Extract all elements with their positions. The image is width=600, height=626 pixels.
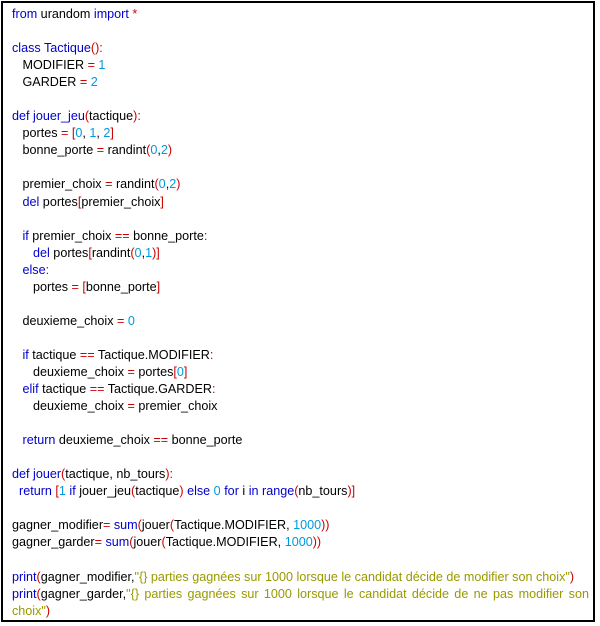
code-token: Tactique.MODIFIER, — [165, 535, 285, 550]
code-token: = — [103, 518, 111, 533]
code-token: ) — [167, 143, 173, 158]
code-token: 0 — [127, 313, 135, 328]
code-token: 0 — [134, 245, 142, 260]
code-token: = — [127, 399, 135, 414]
code-line — [12, 6, 589, 23]
code-token: [ — [77, 194, 82, 209]
blank-line — [12, 415, 589, 432]
code-token: class — [12, 41, 41, 56]
code-token: ( — [130, 245, 135, 260]
code-line — [12, 40, 589, 57]
code-token: , — [96, 126, 104, 141]
blank-line — [12, 296, 589, 313]
code-token: del — [22, 194, 40, 209]
code-token: tactique — [89, 109, 134, 124]
code-token: import — [93, 7, 129, 21]
code-token: [ — [173, 364, 177, 379]
code-token: bonne_porte — [12, 143, 97, 158]
code-token: [ — [71, 126, 76, 141]
code-token: ( — [61, 467, 66, 482]
code-token: randint — [112, 177, 155, 192]
code-token: i — [238, 484, 249, 499]
code-token: portes — [12, 126, 61, 141]
code-token: tactique — [135, 484, 180, 499]
code-token: bonne_porte — [168, 433, 243, 448]
code-token: return — [22, 433, 56, 448]
code-token: gagner_garder — [12, 535, 95, 550]
code-token: : — [203, 228, 208, 243]
code-line — [12, 466, 589, 483]
code-token: GARDER — [12, 75, 80, 90]
code-token: if — [69, 484, 76, 499]
code-token: = — [117, 313, 125, 328]
code-line — [12, 313, 589, 330]
code-token: premier_choix — [134, 399, 218, 414]
code-token: nb_tours — [298, 484, 348, 499]
code-token: for — [224, 484, 239, 499]
code-token: , — [157, 143, 161, 158]
code-token: ( — [36, 569, 41, 584]
code-line — [12, 125, 589, 142]
code-token: deuxieme_choix — [55, 433, 154, 448]
code-line — [12, 108, 589, 125]
code-token: [ — [55, 484, 59, 499]
code-line — [12, 228, 589, 245]
code-frame — [1, 1, 595, 622]
code-token: gagner_garder, — [40, 586, 127, 601]
code-token: tactique, nb_tours — [65, 467, 166, 482]
blank-line — [12, 23, 589, 40]
code-token: deuxieme_choix — [12, 399, 128, 414]
code-token: tactique — [28, 347, 80, 362]
code-line — [12, 194, 589, 211]
code-token: = — [71, 279, 79, 294]
code-token: print — [12, 569, 37, 584]
code-token: jouer_jeu — [75, 484, 132, 499]
code-token: = — [96, 143, 105, 158]
code-token: sum — [105, 535, 130, 550]
code-token: [ — [88, 245, 92, 260]
code-token: * — [132, 7, 138, 21]
blank-line — [12, 330, 589, 347]
code-token: Tactique — [43, 41, 91, 56]
code-token: gagner_modifier — [12, 518, 104, 533]
code-token: "{} parties gagnées sur 1000 lorsque le candidat décide de ne pas modifier son choix" — [12, 586, 589, 618]
code-token: ( — [129, 535, 134, 550]
code-token: del — [33, 245, 50, 260]
code-token: ( — [154, 177, 159, 192]
code-token: )] — [152, 245, 160, 260]
code-token — [12, 382, 23, 396]
code-token: gagner_modifier, — [40, 569, 135, 584]
code-line — [12, 262, 589, 279]
code-token: )) — [321, 518, 330, 533]
code-token: ( — [146, 143, 151, 158]
code-token: randint — [91, 245, 131, 260]
code-line — [12, 74, 589, 91]
code-token: == — [79, 347, 95, 362]
code-token: jouer_jeu — [33, 109, 85, 124]
code-token: if — [22, 347, 29, 362]
code-token: 1 — [98, 58, 106, 73]
code-token: [ — [82, 279, 86, 294]
code-token: return — [19, 484, 52, 499]
code-token: jouer — [33, 467, 62, 482]
code-token: deuxieme_choix — [12, 364, 128, 379]
code-token: = — [94, 535, 102, 550]
code-token: premier_choix — [81, 194, 161, 209]
code-token: in — [248, 484, 259, 499]
code-token: jouer — [133, 535, 162, 550]
code-token: Tactique.MODIFIER — [94, 347, 210, 362]
code-token: 0 — [75, 126, 83, 141]
code-line — [12, 381, 589, 398]
code-token: : — [212, 382, 216, 397]
blank-line — [12, 500, 589, 517]
code-token: "{} parties gagnées sur 1000 lorsque le candidat décide de modifier son choix" — [134, 569, 570, 584]
code-token — [12, 484, 19, 498]
blank-line — [12, 552, 589, 569]
code-token: : — [45, 262, 50, 277]
code-token: 2 — [169, 177, 177, 192]
code-token: range — [262, 484, 295, 499]
code-token: 1 — [58, 484, 66, 499]
code-line — [12, 364, 589, 381]
code-token: 0 — [158, 177, 166, 192]
blank-line — [12, 91, 589, 108]
code-token: Tactique.GARDER — [104, 382, 212, 397]
code-token: ] — [160, 194, 164, 209]
code-token: == — [89, 382, 105, 397]
code-line — [12, 347, 589, 364]
code-line — [12, 517, 589, 534]
code-token: )) — [312, 535, 322, 550]
code-token: else — [22, 262, 46, 277]
code-token: ( — [131, 484, 136, 499]
code-token: , — [141, 245, 146, 260]
code-token: premier_choix — [28, 228, 115, 243]
code-token: , — [82, 126, 90, 141]
code-token: ( — [294, 484, 299, 499]
code-token: ] — [156, 279, 161, 294]
code-token: MODIFIER — [12, 58, 88, 73]
code-token: = — [87, 58, 95, 73]
code-token — [12, 246, 33, 260]
code-token: portes — [12, 279, 72, 294]
code-token: )] — [347, 484, 356, 499]
blank-line — [12, 159, 589, 176]
code-token — [12, 263, 23, 277]
code-token: 2 — [160, 143, 168, 158]
code-token: (): — [90, 41, 103, 56]
code-token: 0 — [150, 143, 158, 158]
code-token: elif — [22, 382, 39, 397]
code-token: portes — [134, 364, 174, 379]
code-token: = — [127, 364, 135, 379]
code-token: : — [209, 347, 214, 362]
code-line — [12, 245, 589, 262]
code-token: deuxieme_choix — [12, 313, 118, 328]
code-line — [12, 279, 589, 296]
code-token: ( — [36, 586, 41, 601]
code-token: ) — [45, 603, 51, 618]
code-token — [12, 229, 23, 243]
code-line — [12, 176, 589, 193]
code-line — [12, 398, 589, 415]
code-token: Tactique.MODIFIER, — [174, 518, 294, 533]
code-token: 1 — [89, 126, 97, 141]
code-token: ) — [179, 484, 184, 499]
code-token: bonne_porte — [129, 228, 204, 243]
code-token: else — [187, 484, 211, 499]
code-token: ] — [183, 364, 188, 379]
code-token: = — [79, 75, 88, 90]
code-token: 2 — [103, 126, 111, 141]
code-line — [12, 586, 589, 620]
code-token: == — [153, 433, 169, 448]
code-token: , — [165, 177, 170, 192]
code-token: ( — [169, 518, 175, 533]
code-token: ): — [133, 109, 141, 124]
code-token: = — [61, 126, 69, 141]
code-token: 0 — [213, 484, 221, 499]
code-token: jouer — [141, 518, 170, 533]
code-line — [12, 432, 589, 449]
code-token: from — [12, 7, 38, 21]
code-token: portes — [49, 245, 89, 260]
code-token: print — [12, 586, 37, 601]
code-token: ): — [165, 467, 174, 482]
code-line — [12, 569, 589, 586]
code-token: = — [105, 177, 113, 192]
code-token: == — [114, 228, 130, 243]
code-token: ( — [84, 109, 90, 124]
code-token — [12, 433, 23, 447]
code-token: ( — [161, 535, 166, 550]
code-token: premier_choix — [12, 177, 106, 192]
code-token: 1000 — [284, 535, 313, 550]
code-token: def — [12, 109, 30, 124]
blank-line — [12, 449, 589, 466]
code-token: randint — [104, 143, 147, 158]
code-token: 1000 — [293, 518, 322, 533]
code-token: if — [22, 228, 29, 243]
code-token: sum — [113, 518, 138, 533]
code-token: ( — [137, 518, 142, 533]
code-token: ) — [569, 569, 575, 584]
code-line — [12, 57, 589, 74]
code-token: portes — [39, 194, 78, 209]
code-token: ] — [110, 126, 114, 141]
code-line — [12, 142, 589, 159]
code-token: 0 — [176, 364, 184, 379]
code-token — [12, 195, 23, 209]
code-token: urandom — [37, 7, 94, 21]
code-line — [12, 534, 589, 551]
code-token: def — [12, 467, 30, 482]
code-token: ) — [176, 177, 181, 192]
code-listing — [12, 6, 589, 620]
code-token: tactique — [38, 382, 90, 397]
blank-line — [12, 211, 589, 228]
code-token — [12, 348, 23, 362]
code-token: 1 — [145, 245, 153, 260]
code-token: bonne_porte — [85, 279, 157, 294]
code-token: 2 — [90, 75, 98, 90]
code-line — [12, 483, 589, 500]
